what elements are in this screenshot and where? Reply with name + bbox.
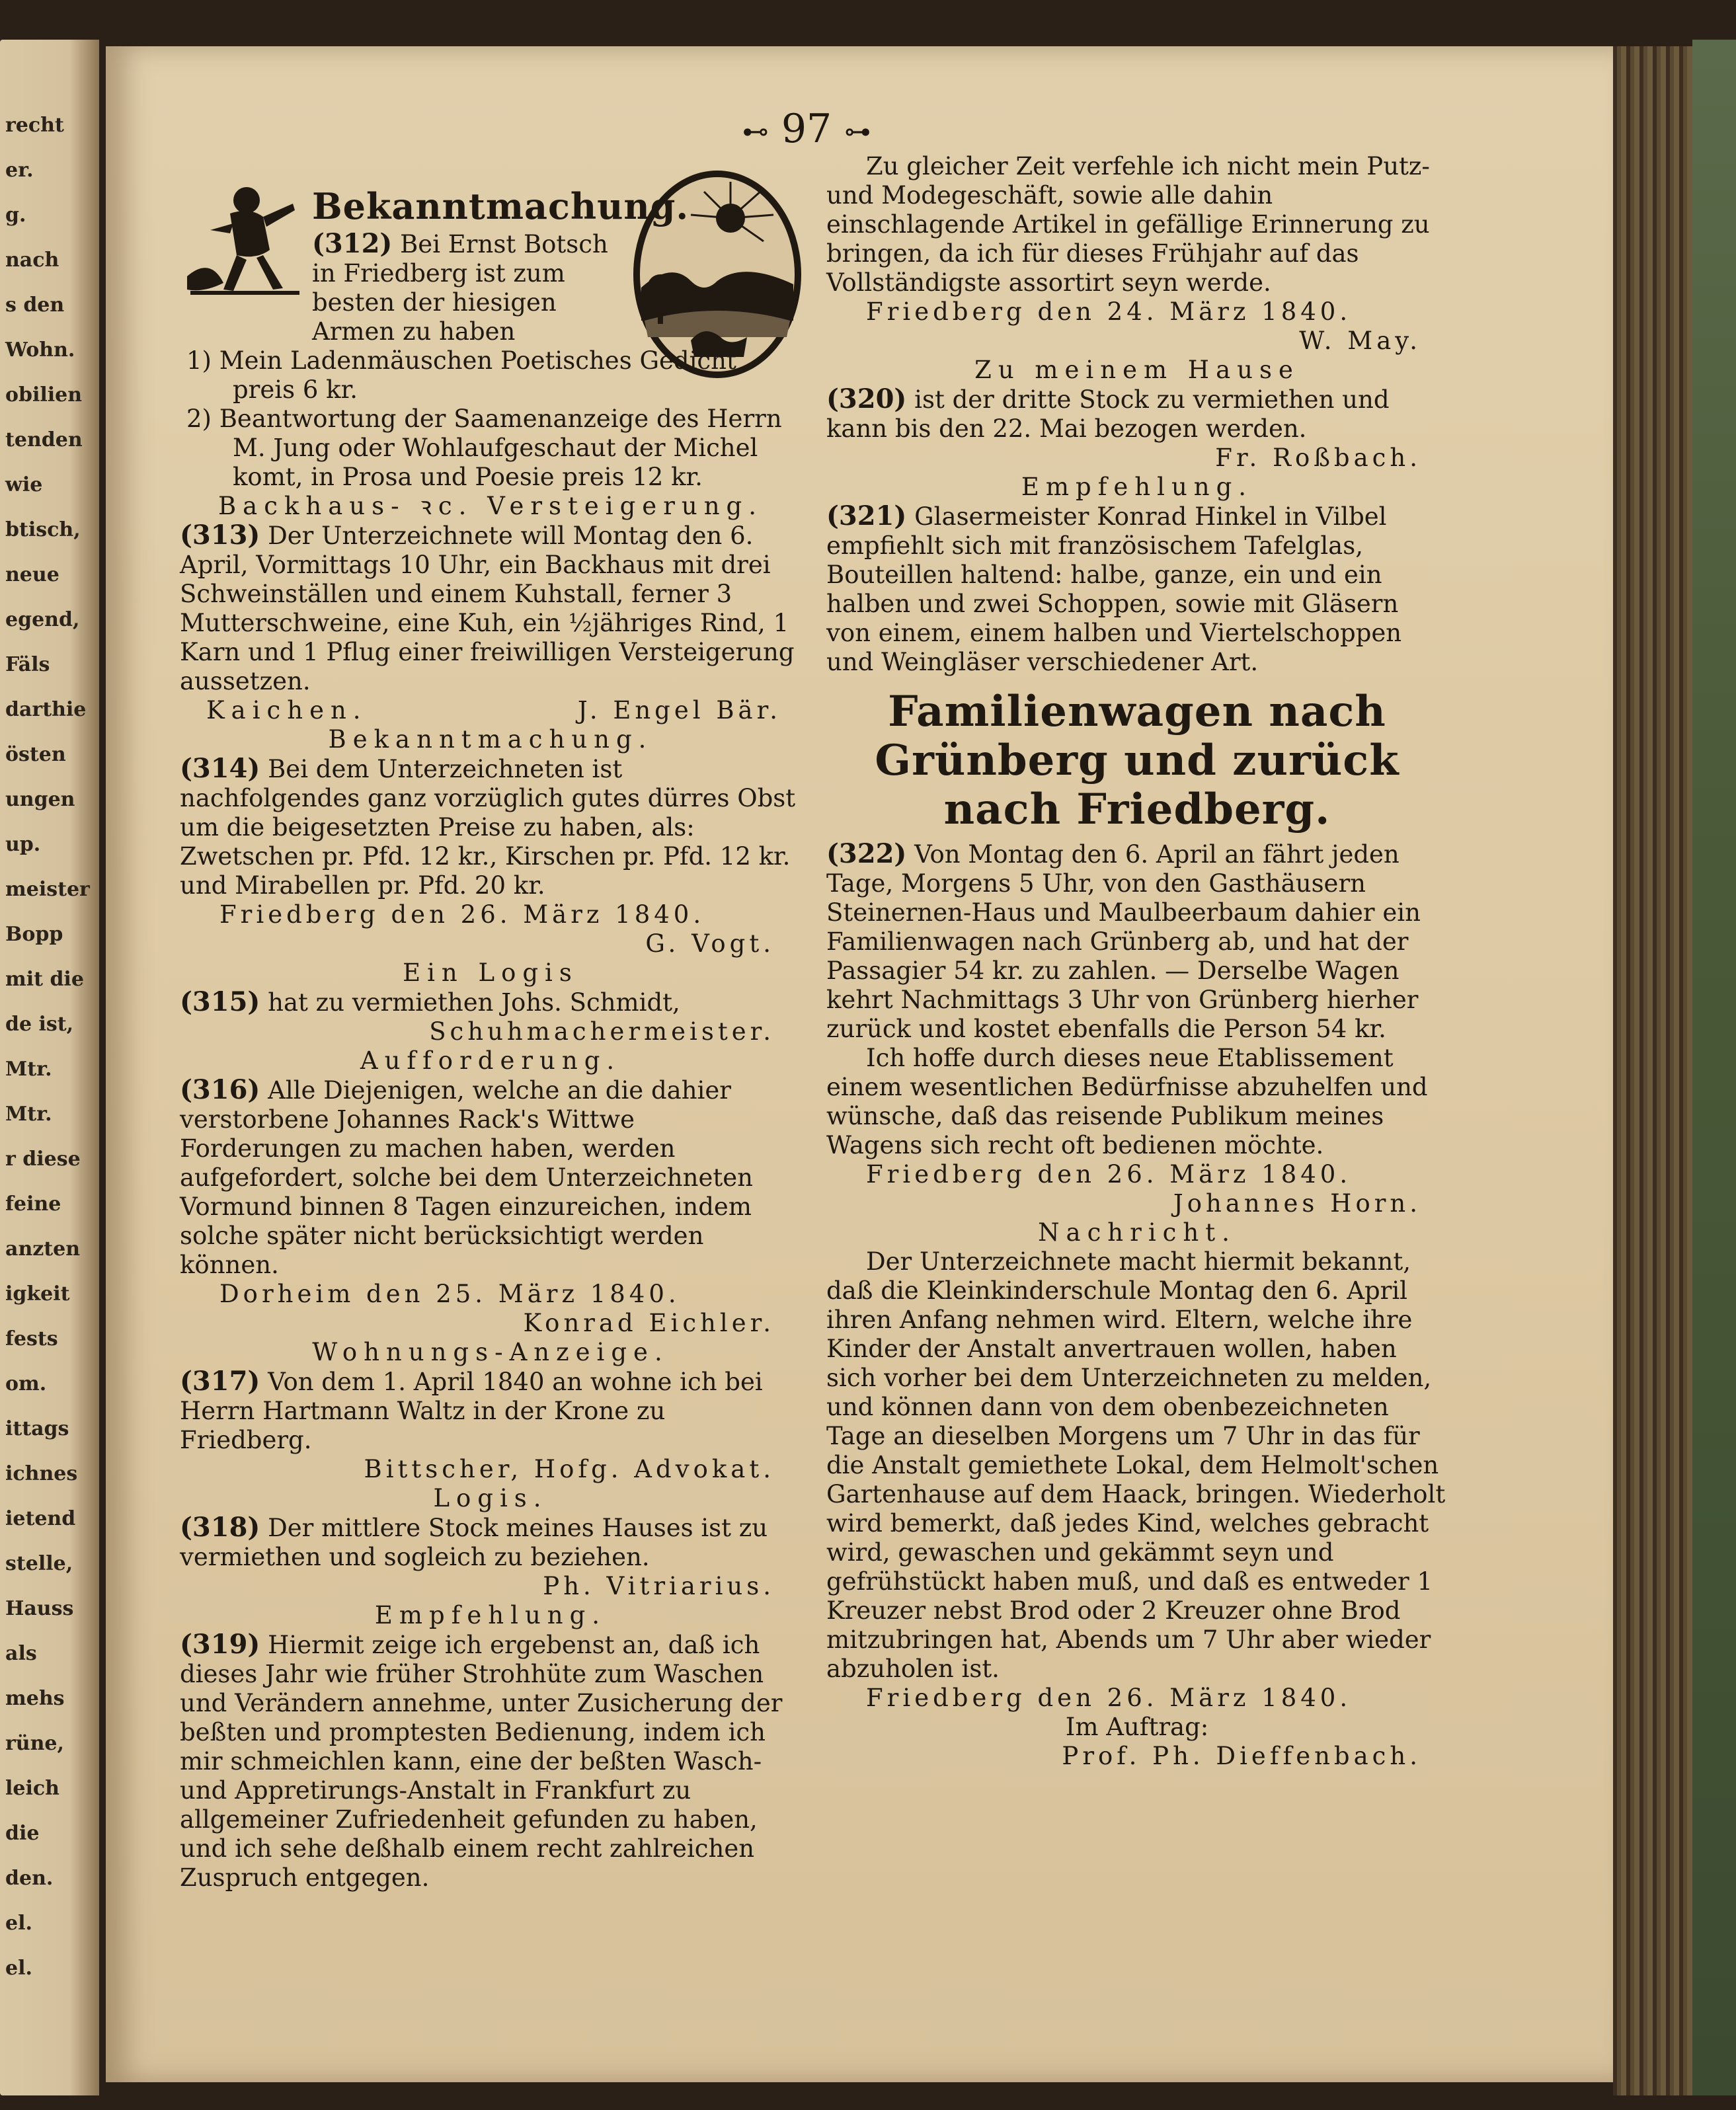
list-item: 1) Mein Ladenmäuschen Poetisches Gedicht preis 6 kr. bbox=[186, 346, 736, 404]
notice-number: (320) bbox=[826, 383, 907, 414]
left-column bbox=[180, 152, 801, 1893]
notice-text: Hiermit zeige ich ergebenst an, daß ich dieses Jahr wie früher Strohhüte zum Waschen und Verändern annehme, unter Zusicherung der beßten und promptesten Bedienung, indem ich mir schmeichlen kann, eine der beßten Wasch- und Appretirungs-Anstalt in Frankfurt zu allgemeiner Zufriedenheit gefunden zu haben, und ich sehe deßhalb einem recht zahlreichen Zuspruch entgegen. bbox=[180, 1631, 783, 1892]
notice-text: Der mittlere Stock meines Hauses ist zu vermiethen und sogleich zu beziehen. bbox=[180, 1514, 768, 1571]
previous-page-fragment: meister bbox=[5, 878, 90, 901]
previous-page-fragment: recht bbox=[5, 114, 64, 137]
notice-date: Friedberg den 24. März 1840. bbox=[866, 297, 1352, 326]
previous-page-fragment: Wohn. bbox=[5, 338, 75, 362]
previous-page-fragment: ichnes bbox=[5, 1462, 78, 1485]
previous-page-fragment: leich bbox=[5, 1777, 59, 1800]
previous-page-fragment: anzten bbox=[5, 1237, 81, 1261]
ornament-right-icon: ⊶ bbox=[844, 116, 871, 147]
notice-signature: Schuhmachermeister. bbox=[429, 1017, 775, 1046]
notice-signature: Bittscher, Hofg. Advokat. bbox=[364, 1455, 775, 1483]
notice-date: Friedberg den 26. März 1840. bbox=[866, 1160, 1352, 1189]
notice-large-heading: Familienwagen nach Grünberg und zurück nach Friedberg. bbox=[875, 687, 1400, 834]
notice-heading: Logis. bbox=[433, 1484, 548, 1512]
notice-heading: Bekanntmachung. bbox=[328, 725, 653, 754]
notice-text: hat zu vermiethen Johs. Schmidt, bbox=[260, 988, 680, 1017]
previous-page-fragment: obilien bbox=[5, 383, 83, 407]
previous-page-fragment: darthie bbox=[5, 698, 87, 721]
notice-date: Dorheim den 25. März 1840. bbox=[219, 1280, 680, 1308]
notice-signature: Fr. Roßbach. bbox=[1215, 444, 1421, 472]
notice-heading: Ein Logis bbox=[403, 958, 578, 987]
notice-paragraph: Der Unterzeichnete macht hiermit bekannt, daß die Kleinkinderschule Montag den 6. April ihren Anfang nehmen wird. Eltern, welche ihre Kinder der Anstalt anvertrauen wollen, haben sich vorher bei dem Unterzeichneten zu melden, und können dann von dem obenbezeichneten Tage an dieselben Morgens um 7 Uhr in das für die Anstalt gemiethete Lokal, dem Helmolt'schen Gartenhause auf dem Haack, bringen. Wiederholt wird bemerkt, daß jedes Kind, welches gebracht wird, gewaschen und gekämmt seyn und gefrühstückt haben muß, und daß es entweder 1 Kreuzer nebst Brod oder 2 Kreuzer ohne Brod mitzubringen hat, Abends um 7 Uhr aber wieder abzuholen ist. bbox=[826, 1247, 1446, 1683]
notice-date: Friedberg den 26. März 1840. bbox=[219, 900, 705, 929]
previous-page-fragment: el. bbox=[5, 1912, 32, 1935]
previous-page-fragment: Bopp bbox=[5, 923, 63, 946]
previous-page-fragment: up. bbox=[5, 833, 41, 856]
previous-page-fragment: nach bbox=[5, 249, 59, 272]
numbered-notice bbox=[180, 1367, 801, 1455]
numbered-notice bbox=[826, 502, 1448, 677]
previous-page-fragment: ietend bbox=[5, 1507, 76, 1530]
previous-page-fragment: den. bbox=[5, 1867, 54, 1890]
previous-page-fragment: g. bbox=[5, 204, 26, 227]
notice-place: Kaichen. bbox=[206, 696, 368, 724]
numbered-notice bbox=[180, 1513, 801, 1572]
notice-heading: Wohnungs-Anzeige. bbox=[312, 1338, 669, 1366]
notice-number: (318) bbox=[180, 1512, 260, 1543]
numbered-notice bbox=[180, 1075, 801, 1280]
notice-number: (313) bbox=[180, 520, 260, 551]
previous-page-fragment: Fäls bbox=[5, 653, 50, 676]
notice-heading: Empfehlung. bbox=[1021, 473, 1253, 501]
numbered-notice bbox=[180, 754, 801, 900]
numbered-notice bbox=[180, 988, 801, 1017]
numbered-notice bbox=[180, 1630, 801, 1893]
notice-heading: Zu meinem Hause bbox=[974, 356, 1300, 384]
previous-page-fragment: stelle, bbox=[5, 1552, 73, 1575]
ornament-left-icon: ⊷ bbox=[742, 116, 769, 147]
previous-page-fragment: Hauss bbox=[5, 1597, 74, 1620]
notice-text: Der Unterzeichnete will Montag den 6. April, Vormittags 10 Uhr, ein Backhaus mit drei Schweinställen und einem Kuhstall, ferner 3 Mutterschweine, eine Kuh, ein ½jähriges Rind, 1 Karn und 1 Pflug einer freiwilligen Versteigerung aussetzen. bbox=[180, 522, 795, 695]
notice-number: (322) bbox=[826, 838, 907, 869]
notice-paragraph: Ich hoffe durch dieses neue Etablissement einem wesentlichen Bedürfnisse abzuhelfen und wünsche, daß das reisende Publikum meines Wagens sich recht oft bedienen möchte. bbox=[826, 1044, 1428, 1159]
notice-number: (321) bbox=[826, 500, 907, 531]
notice-text: Alle Diejenigen, welche an die dahier verstorbene Johannes Rack's Wittwe Forderungen zu machen haben, werden aufgefordert, solche bei dem Unterzeichneten Vormund binnen 8 Tagen einzureichen, indem solche später nicht berücksichtigt werden können. bbox=[180, 1076, 753, 1279]
previous-page-fragment: rüne, bbox=[5, 1732, 64, 1755]
page-number: 97 bbox=[781, 106, 832, 152]
numbered-notice bbox=[180, 229, 801, 346]
previous-page-fragment: neue bbox=[5, 563, 59, 586]
book-cover-edge bbox=[1692, 40, 1736, 2095]
notice-text: Von dem 1. April 1840 an wohne ich bei Herrn Hartmann Waltz in der Krone zu Friedberg. bbox=[180, 1368, 763, 1454]
notice-signature: W. May. bbox=[1299, 327, 1421, 355]
notice-signature: Ph. Vitriarius. bbox=[543, 1572, 775, 1600]
title-block bbox=[180, 185, 801, 227]
notice-footer bbox=[180, 696, 801, 725]
previous-page-fragment: als bbox=[5, 1642, 37, 1665]
previous-page-fragment: er. bbox=[5, 159, 34, 182]
previous-page-fragment: s den bbox=[5, 293, 65, 317]
notice-heading: Nachricht. bbox=[1038, 1218, 1236, 1247]
previous-page-fragment: fests bbox=[5, 1327, 58, 1350]
notice-number: (319) bbox=[180, 1629, 260, 1660]
previous-page-fragment: egend, bbox=[5, 608, 80, 631]
previous-page-fragment: de ist, bbox=[5, 1013, 74, 1036]
notice-number: (316) bbox=[180, 1074, 260, 1105]
notice-signature: J. Engel Bär. bbox=[577, 696, 781, 724]
previous-page-fragment: btisch, bbox=[5, 518, 81, 541]
notice-number: (315) bbox=[180, 986, 260, 1017]
previous-page-fragment: el. bbox=[5, 1957, 32, 1980]
notice-text: ist der dritte Stock zu vermiethen und kann bis den 22. Mai bezogen werden. bbox=[826, 385, 1390, 443]
notice-signature: G. Vogt. bbox=[645, 929, 775, 958]
notice-heading: Backhaus- ꝛc. Versteigerung. bbox=[217, 492, 763, 520]
previous-page-fragment: igkeit bbox=[5, 1282, 70, 1306]
notice-signature: Johannes Horn. bbox=[1173, 1189, 1421, 1218]
notice-heading: Empfehlung. bbox=[374, 1601, 607, 1629]
page-header bbox=[701, 106, 912, 152]
numbered-notice bbox=[826, 840, 1448, 1044]
previous-page-edge bbox=[0, 40, 99, 2095]
notice-text: Glasermeister Konrad Hinkel in Vilbel empfiehlt sich mit französischem Tafelglas, Bouteillen haltend: halbe, ganze, ein und ein halben und zwei Schoppen, sowie mit Gläsern von einem, einem halben und Viertelschoppen und Weingläser verschiedener Art. bbox=[826, 502, 1402, 676]
previous-page-fragment: ittags bbox=[5, 1417, 69, 1440]
previous-page-fragment: r diese bbox=[5, 1148, 81, 1171]
previous-page-fragment: ungen bbox=[5, 788, 75, 811]
list-item: 2) Beantwortung der Saamenanzeige des Herrn M. Jung oder Wohlaufgeschaut der Michel komt, in Prosa und Poesie preis 12 kr. bbox=[186, 405, 782, 491]
announcement-title: Bekanntmachung. bbox=[312, 185, 690, 227]
previous-page-fragment: mehs bbox=[5, 1687, 65, 1710]
notice-heading: Aufforderung. bbox=[360, 1046, 621, 1075]
notice-signature: Konrad Eichler. bbox=[523, 1309, 775, 1337]
previous-page-fragment: tenden bbox=[5, 428, 83, 451]
notice-number: (317) bbox=[180, 1366, 260, 1397]
previous-page-fragment: wie bbox=[5, 473, 43, 496]
notice-signature: Prof. Ph. Dieffenbach. bbox=[1062, 1742, 1421, 1770]
notice-text: Bei Ernst Botsch in Friedberg ist zum besten der hiesigen Armen zu haben bbox=[312, 230, 608, 346]
previous-page-fragment: Mtr. bbox=[5, 1103, 52, 1126]
notice-number: (314) bbox=[180, 753, 260, 784]
notice-text: Von Montag den 6. April an fährt jeden Tage, Morgens 5 Uhr, von den Gasthäusern Steinernen-Haus und Maulbeerbaum dahier ein Familienwagen nach Grünberg ab, und hat der Passagier 54 kr. zu zahlen. — Derselbe Wagen kehrt Nachmittags 3 Uhr von Grünberg hierher zurück und kostet ebenfalls die Person 54 kr. bbox=[826, 840, 1421, 1043]
previous-page-fragment: om. bbox=[5, 1372, 47, 1395]
notice-date: Friedberg den 26. März 1840. bbox=[866, 1684, 1352, 1712]
previous-page-fragment: die bbox=[5, 1822, 40, 1845]
right-column bbox=[826, 152, 1448, 1771]
previous-page-fragment: mit die bbox=[5, 968, 84, 991]
numbered-notice bbox=[826, 385, 1448, 444]
previous-page-fragment: östen bbox=[5, 743, 66, 766]
previous-page-fragment: Mtr. bbox=[5, 1058, 52, 1081]
notice-line: Im Auftrag: bbox=[1065, 1713, 1209, 1741]
notice-text: Bei dem Unterzeichneten ist nachfolgendes ganz vorzüglich gutes dürres Obst um die beigesetzten Preise zu haben, als: Zwetschen pr. Pfd. 12 kr., Kirschen pr. Pfd. 12 kr. und Mirabellen pr. Pfd. 20 kr. bbox=[180, 755, 796, 900]
notice-number: (312) bbox=[312, 228, 393, 259]
previous-page-fragment: feine bbox=[5, 1192, 61, 1216]
numbered-notice bbox=[180, 521, 801, 696]
notice-paragraph: Zu gleicher Zeit verfehle ich nicht mein Putz- und Modegeschäft, sowie alle dahin einschlagende Artikel in gefällige Erinnerung zu bringen, da ich für dieses Frühjahr auf das Vollständigste assortirt seyn werde. bbox=[826, 152, 1430, 297]
